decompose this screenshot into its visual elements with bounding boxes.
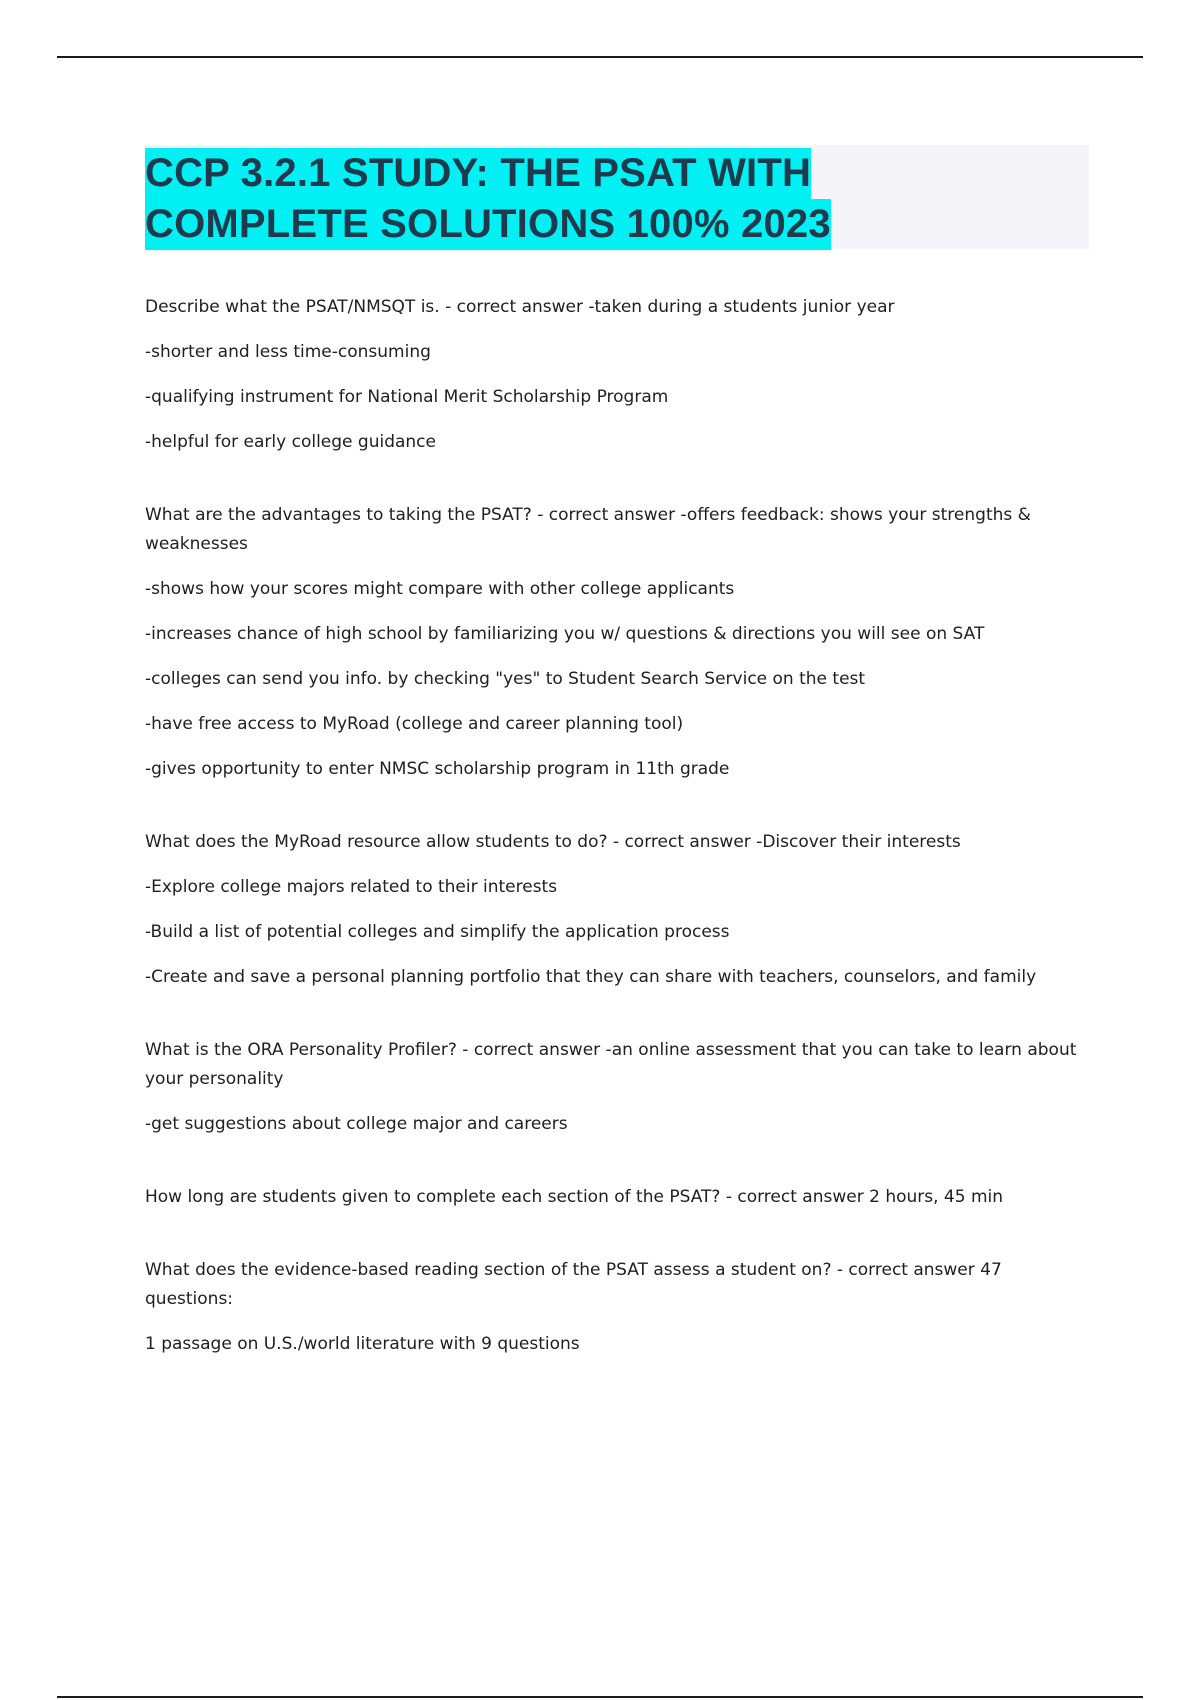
- document-title: [145, 148, 831, 250]
- question-text: What does the evidence-based reading section of the PSAT assess a student on? - correct answer 47 questions:: [145, 1260, 1002, 1309]
- qa-block-2: [145, 501, 1090, 784]
- qa-block-4: [145, 1036, 1090, 1139]
- answer-line: -shorter and less time-consuming: [145, 342, 431, 362]
- answer-line: -shows how your scores might compare with other college applicants: [145, 579, 735, 599]
- answer-line: -increases chance of high school by familiarizing you w/ questions & directions you will see on SAT: [145, 624, 985, 644]
- qa-block-1: [145, 293, 1090, 457]
- question-text: Describe what the PSAT/NMSQT is. - correct answer -taken during a students junior year: [145, 297, 895, 317]
- question-text: What is the ORA Personality Profiler? - correct answer -an online assessment that you can take to learn about your personality: [145, 1040, 1077, 1089]
- document-body: [145, 293, 1090, 1403]
- title-line-2: COMPLETE SOLUTIONS 100% 2023: [145, 199, 831, 250]
- answer-line: -get suggestions about college major and careers: [145, 1114, 568, 1134]
- answer-line: -Create and save a personal planning portfolio that they can share with teachers, counselors, and family: [145, 967, 1037, 987]
- answer-line: -helpful for early college guidance: [145, 432, 436, 452]
- answer-line: -gives opportunity to enter NMSC scholarship program in 11th grade: [145, 759, 730, 779]
- title-line-1: CCP 3.2.1 STUDY: THE PSAT WITH: [145, 148, 811, 199]
- question-text: How long are students given to complete each section of the PSAT? - correct answer 2 hours, 45 min: [145, 1187, 1004, 1207]
- top-rule: [57, 56, 1143, 58]
- qa-block-6: [145, 1256, 1090, 1359]
- question-text: What are the advantages to taking the PSAT? - correct answer -offers feedback: shows your strengths & weaknesses: [145, 505, 1031, 554]
- qa-block-3: [145, 828, 1090, 992]
- answer-line: -Build a list of potential colleges and simplify the application process: [145, 922, 730, 942]
- answer-line: -Explore college majors related to their interests: [145, 877, 558, 897]
- answer-line: -qualifying instrument for National Merit Scholarship Program: [145, 387, 669, 407]
- qa-block-5: [145, 1183, 1090, 1212]
- question-text: What does the MyRoad resource allow students to do? - correct answer -Discover their interests: [145, 832, 961, 852]
- answer-line: -colleges can send you info. by checking "yes" to Student Search Service on the test: [145, 669, 866, 689]
- answer-line: -have free access to MyRoad (college and career planning tool): [145, 714, 684, 734]
- bottom-rule: [57, 1696, 1143, 1698]
- answer-line: 1 passage on U.S./world literature with 9 questions: [145, 1334, 580, 1354]
